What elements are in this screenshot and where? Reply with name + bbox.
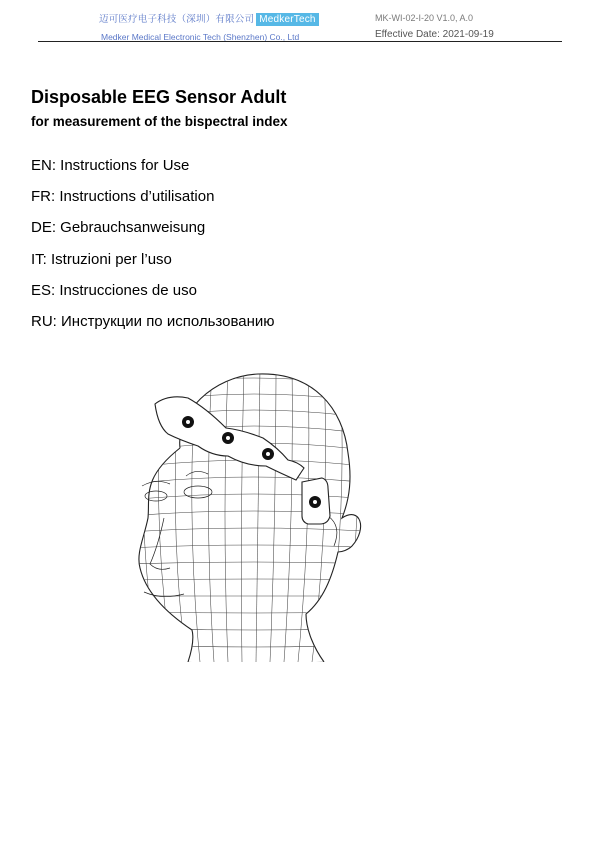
language-item-fr: FR: Instructions d’utilisation (31, 188, 215, 206)
company-name-english: Medker Medical Electronic Tech (Shenzhen) Co., Ltd (101, 32, 300, 42)
language-item-es: ES: Instrucciones de uso (31, 281, 197, 299)
brand-logo: MedkerTech (256, 13, 318, 26)
language-item-en: EN: Instructions for Use (31, 157, 190, 174)
company-name-chinese-text: 迈可医疗电子科技（深圳）有限公司 (99, 14, 255, 25)
document-subtitle: for measurement of the bispectral index (31, 114, 288, 129)
document-number: MK-WI-02-I-20 V1.0, A.0 (375, 13, 474, 23)
language-item-ru: RU: Инструкции по использованию (31, 312, 275, 330)
document-title: Disposable EEG Sensor Adult (31, 87, 287, 107)
company-name-chinese (99, 11, 319, 26)
head-with-eeg-sensor-illustration (128, 368, 380, 662)
effective-date: Effective Date: 2021-09-19 (375, 29, 494, 40)
language-list (31, 156, 275, 343)
header-divider (38, 41, 562, 42)
language-item-de: DE: Gebrauchsanweisung (31, 219, 206, 237)
language-item-it: IT: Istruzioni per l’uso (31, 250, 172, 268)
